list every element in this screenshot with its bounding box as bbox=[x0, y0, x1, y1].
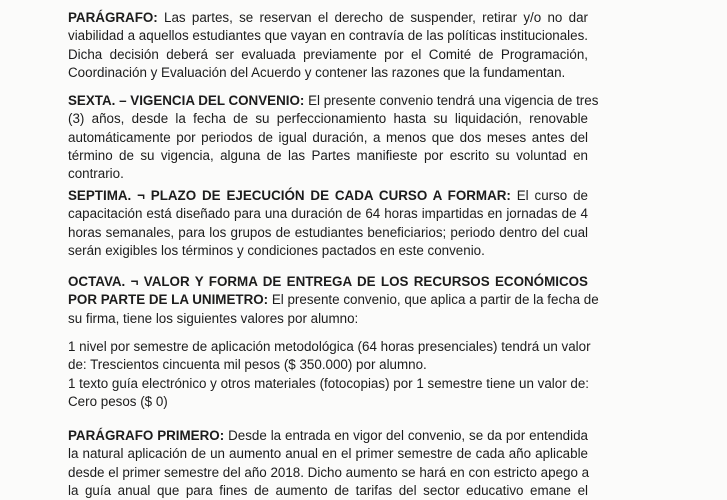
paragrafo-clause bbox=[68, 9, 588, 82]
valores-line: 1 texto guía electrónico y otros materiales (fotocopias) por 1 semestre tiene un valor de: bbox=[68, 375, 590, 391]
sexta-line: SEXTA. – VIGENCIA DEL CONVENIO: El presente convenio tendrá una vigencia de tres bbox=[68, 93, 599, 108]
septima-clause bbox=[68, 187, 588, 260]
paragrafo-primero-line: la natural aplicación de un aumento anual en el primer semestre de cada año aplicable bbox=[68, 446, 588, 462]
valores-list bbox=[68, 338, 591, 411]
paragrafo-primero-line: desde el primer semestre del año 2018. Dicho aumento se hará en con estricto apego a bbox=[68, 464, 590, 480]
sexta-line: automáticamente por periodos de igual duración, a menos que dos meses antes del bbox=[68, 129, 588, 145]
paragrafo-line: Coordinación y Evaluación del Acuerdo y contener las razones que la fundamentan. bbox=[68, 64, 566, 80]
sexta-line: (3) años, desde la fecha de su perfeccionamiento hasta su liquidación, renovable bbox=[68, 111, 588, 127]
octava-line: su firma, tiene los siguientes valores por alumno: bbox=[68, 310, 359, 326]
septima-line: horas semanales, para los grupos de estudiantes beneficiarios; periodo dentro del cual bbox=[68, 224, 588, 240]
sexta-clause bbox=[68, 92, 599, 183]
valores-line: Cero pesos ($ 0) bbox=[68, 393, 168, 409]
octava-line: POR PARTE DE LA UNIMETRO: El presente convenio, que aplica a partir de la fecha de bbox=[68, 292, 599, 308]
paragrafo-primero-heading: PARÁGRAFO PRIMERO: bbox=[68, 428, 225, 443]
paragrafo-primero-line: PARÁGRAFO PRIMERO: Desde la entrada en vigor del convenio, se da por entendida bbox=[68, 428, 588, 443]
paragrafo-heading: PARÁGRAFO: bbox=[68, 10, 158, 25]
septima-heading: SEPTIMA. ¬ PLAZO DE EJECUCIÓN DE CADA CURSO A FORMAR: bbox=[68, 188, 511, 203]
paragrafo-line: viabilidad a aquellos estudiantes que vayan en contravía de las políticas institucionales. bbox=[68, 28, 588, 44]
octava-heading: OCTAVA. ¬ VALOR Y FORMA DE ENTREGA DE LOS RECURSOS ECONÓMICOS bbox=[68, 274, 588, 289]
septima-line: capacitación está diseñado para una duración de 64 horas impartidas en jornadas de 4 bbox=[68, 206, 588, 222]
valores-line: 1 nivel por semestre de aplicación metodológica (64 horas presenciales) tendrá un valor bbox=[68, 339, 591, 354]
octava-clause bbox=[68, 273, 599, 328]
sexta-line: contrario. bbox=[68, 166, 124, 182]
septima-line: SEPTIMA. ¬ PLAZO DE EJECUCIÓN DE CADA CURSO A FORMAR: El curso de bbox=[68, 188, 588, 203]
paragrafo-primero-clause bbox=[68, 427, 588, 500]
sexta-line: término de su vigencia, alguna de las Partes manifieste por escrito su voluntad en bbox=[68, 147, 588, 163]
paragrafo-line: Dicha decisión deberá ser evaluada previamente por el Comité de Programación, bbox=[68, 46, 588, 62]
octava-heading-cont: POR PARTE DE LA UNIMETRO: bbox=[68, 292, 269, 308]
sexta-heading: SEXTA. – VIGENCIA DEL CONVENIO: bbox=[68, 93, 305, 108]
paragrafo-primero-line: la guía anual que para fines de aumento de tarifas del sector educativo emane el bbox=[68, 482, 588, 498]
septima-line: serán exigibles los términos y condiciones pactados en este convenio. bbox=[68, 242, 485, 258]
paragrafo-line: PARÁGRAFO: Las partes, se reservan el derecho de suspender, retirar y/o no dar bbox=[68, 10, 588, 25]
valores-line: de: Trescientos cincuenta mil pesos ($ 350.000) por alumno. bbox=[68, 357, 427, 373]
